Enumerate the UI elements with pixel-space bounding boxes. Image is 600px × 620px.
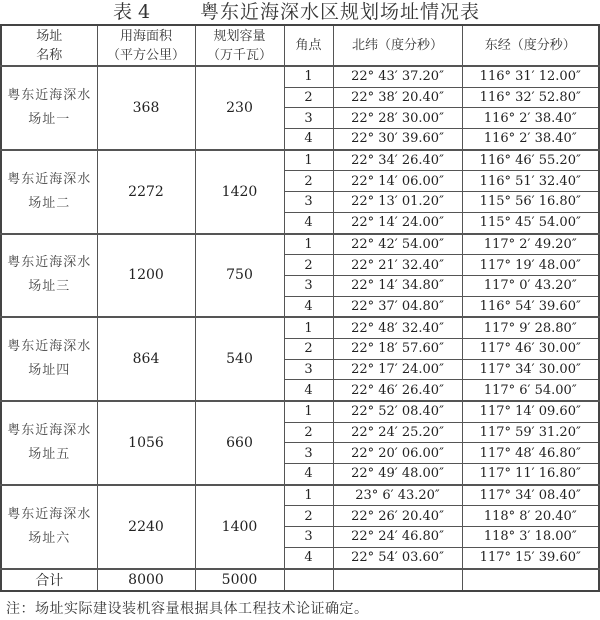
longitude: 116° 46′ 55.20″	[462, 150, 599, 171]
site-area: 1056	[97, 401, 195, 485]
table-row	[1, 401, 599, 422]
longitude: 115° 56′ 16.80″	[462, 192, 599, 213]
longitude: 117° 48′ 46.80″	[462, 443, 599, 464]
latitude: 22° 14′ 34.80″	[333, 275, 462, 296]
corner-point: 4	[284, 296, 333, 317]
site-table	[0, 24, 600, 592]
latitude: 22° 26′ 20.40″	[333, 506, 462, 527]
longitude: 117° 0′ 43.20″	[462, 275, 599, 296]
corner-point: 3	[284, 359, 333, 380]
table-row	[1, 485, 599, 506]
latitude: 22° 24′ 46.80″	[333, 527, 462, 548]
longitude: 117° 15′ 39.60″	[462, 547, 599, 568]
latitude: 22° 28′ 30.00″	[333, 108, 462, 129]
table-row	[1, 66, 599, 87]
table-row	[1, 234, 599, 255]
latitude: 22° 54′ 03.60″	[333, 547, 462, 568]
longitude: 116° 2′ 38.40″	[462, 129, 599, 150]
latitude: 22° 21′ 32.40″	[333, 255, 462, 276]
longitude: 117° 34′ 30.00″	[462, 359, 599, 380]
longitude: 117° 46′ 30.00″	[462, 338, 599, 359]
latitude: 22° 46′ 26.40″	[333, 380, 462, 401]
corner-point: 1	[284, 66, 333, 87]
site-name: 粤东近海深水 场址三	[1, 234, 97, 318]
corner-point: 3	[284, 443, 333, 464]
corner-point: 1	[284, 317, 333, 338]
header-name: 场址 名称	[1, 25, 97, 66]
header-point: 角点	[284, 25, 333, 66]
header-lon: 东经（度分秒）	[462, 25, 599, 66]
latitude: 22° 48′ 32.40″	[333, 317, 462, 338]
longitude: 115° 45′ 54.00″	[462, 212, 599, 233]
table-row	[1, 150, 599, 171]
latitude: 23° 6′ 43.20″	[333, 485, 462, 506]
site-name: 粤东近海深水 场址六	[1, 485, 97, 569]
latitude: 22° 14′ 24.00″	[333, 212, 462, 233]
latitude: 22° 34′ 26.40″	[333, 150, 462, 171]
longitude: 116° 31′ 12.00″	[462, 66, 599, 87]
latitude: 22° 20′ 06.00″	[333, 443, 462, 464]
longitude: 118° 3′ 18.00″	[462, 527, 599, 548]
corner-point: 4	[284, 212, 333, 233]
latitude: 22° 37′ 04.80″	[333, 296, 462, 317]
latitude: 22° 24′ 25.20″	[333, 422, 462, 443]
latitude: 22° 13′ 01.20″	[333, 192, 462, 213]
total-capacity: 5000	[195, 569, 284, 591]
longitude: 117° 6′ 54.00″	[462, 380, 599, 401]
corner-point: 2	[284, 87, 333, 108]
corner-point: 1	[284, 150, 333, 171]
corner-point: 3	[284, 527, 333, 548]
longitude: 118° 8′ 20.40″	[462, 506, 599, 527]
total-row	[1, 569, 599, 591]
header-row	[1, 25, 599, 66]
longitude: 117° 9′ 28.80″	[462, 317, 599, 338]
site-capacity: 540	[195, 317, 284, 401]
header-capacity: 规划容量 （万千瓦）	[195, 25, 284, 66]
site-area: 864	[97, 317, 195, 401]
table-number: 表 4	[113, 1, 151, 23]
site-area: 1200	[97, 234, 195, 318]
longitude: 117° 19′ 48.00″	[462, 255, 599, 276]
header-area: 用海面积 （平方公里）	[97, 25, 195, 66]
latitude: 22° 18′ 57.60″	[333, 338, 462, 359]
site-area: 368	[97, 66, 195, 150]
table-caption: 粤东近海深水区规划场址情况表	[200, 1, 481, 23]
corner-point: 4	[284, 547, 333, 568]
site-capacity: 750	[195, 234, 284, 318]
latitude: 22° 43′ 37.20″	[333, 66, 462, 87]
site-name: 粤东近海深水 场址四	[1, 317, 97, 401]
latitude: 22° 17′ 24.00″	[333, 359, 462, 380]
latitude: 22° 30′ 39.60″	[333, 129, 462, 150]
latitude: 22° 49′ 48.00″	[333, 464, 462, 485]
site-name: 粤东近海深水 场址五	[1, 401, 97, 485]
corner-point: 3	[284, 275, 333, 296]
corner-point: 3	[284, 108, 333, 129]
corner-point: 1	[284, 485, 333, 506]
site-capacity: 230	[195, 66, 284, 150]
longitude: 116° 32′ 52.80″	[462, 87, 599, 108]
corner-point: 4	[284, 129, 333, 150]
longitude: 117° 14′ 09.60″	[462, 401, 599, 422]
longitude: 116° 51′ 32.40″	[462, 171, 599, 192]
latitude: 22° 38′ 20.40″	[333, 87, 462, 108]
longitude: 117° 34′ 08.40″	[462, 485, 599, 506]
latitude: 22° 52′ 08.40″	[333, 401, 462, 422]
site-name: 粤东近海深水 场址一	[1, 66, 97, 150]
longitude: 117° 2′ 49.20″	[462, 234, 599, 255]
corner-point: 4	[284, 464, 333, 485]
corner-point: 2	[284, 422, 333, 443]
header-lat: 北纬（度分秒）	[333, 25, 462, 66]
total-label: 合计	[1, 569, 97, 591]
longitude: 117° 59′ 31.20″	[462, 422, 599, 443]
longitude: 117° 11′ 16.80″	[462, 464, 599, 485]
corner-point: 3	[284, 192, 333, 213]
corner-point: 2	[284, 506, 333, 527]
site-area: 2240	[97, 485, 195, 569]
corner-point: 4	[284, 380, 333, 401]
corner-point: 1	[284, 401, 333, 422]
site-area: 2272	[97, 150, 195, 234]
table-row	[1, 317, 599, 338]
total-area: 8000	[97, 569, 195, 591]
corner-point: 2	[284, 255, 333, 276]
latitude: 22° 14′ 06.00″	[333, 171, 462, 192]
corner-point: 2	[284, 171, 333, 192]
corner-point: 2	[284, 338, 333, 359]
site-capacity: 1420	[195, 150, 284, 234]
site-capacity: 1400	[195, 485, 284, 569]
table-title	[0, 0, 600, 24]
latitude: 22° 42′ 54.00″	[333, 234, 462, 255]
footnote: 注：场址实际建设装机容量根据具体工程技术论证确定。	[6, 601, 369, 617]
site-name: 粤东近海深水 场址二	[1, 150, 97, 234]
longitude: 116° 2′ 38.40″	[462, 108, 599, 129]
longitude: 116° 54′ 39.60″	[462, 296, 599, 317]
corner-point: 1	[284, 234, 333, 255]
site-capacity: 660	[195, 401, 284, 485]
